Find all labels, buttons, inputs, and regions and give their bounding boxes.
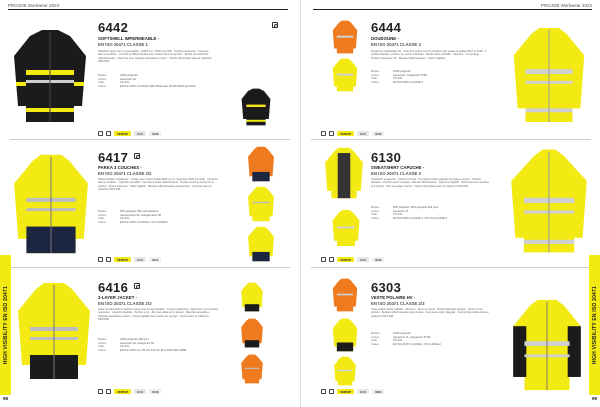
- spec-value: Jaune/noir 19, orange/noir 59: [120, 341, 154, 345]
- product-image-orange: [331, 278, 359, 312]
- spec-key: Coloris: [371, 209, 380, 213]
- header-brand-right: PROJOB Workwear 2023: [540, 3, 592, 8]
- section-tab: [0, 255, 11, 395]
- product-image-orange: [246, 146, 276, 182]
- section-tab: [589, 255, 600, 395]
- spec-value: Jaune/noir 19: [120, 77, 136, 81]
- product-icon-bar: [321, 388, 384, 395]
- iron-icon: [106, 131, 111, 136]
- spec-value: 50% polyester, 50% polyester 300 g/m²: [393, 206, 439, 209]
- spec-key: Classe: [371, 80, 379, 84]
- spec-key: Matière: [98, 210, 107, 213]
- tag-ventap: VENTAP: [337, 131, 354, 136]
- spec-key: Classe: [98, 220, 106, 224]
- iron-icon: [329, 257, 334, 262]
- wash-icon: [98, 389, 103, 394]
- spec-key: Matière: [371, 70, 380, 73]
- tag-code: 6416: [149, 389, 161, 394]
- spec-key: Matière: [98, 338, 107, 341]
- product-title-line-2: EN ISO 20471 CLASSE 2/3: [371, 300, 425, 306]
- tag-code: 6130: [372, 257, 384, 262]
- tag-ventap: VENTAP: [337, 257, 354, 262]
- product-6303: [301, 270, 600, 398]
- product-image-front: [10, 150, 92, 258]
- product-title-line-1: 3-LAYER JACKET -: [98, 295, 137, 300]
- product-title-line-2: EN ISO 20471 CLASSE 3: [371, 170, 421, 176]
- product-description: Veste polaire haute visibilité · 300 g/m² · Doux et chaud · Poches latérales zippées · Poche sur la poitrine · Bandes réfléchissantes segmentées · Fermeture éclair intégrale · Coloris disponibles dans la collection PROJOB.: [371, 308, 489, 318]
- spec-key: Matière: [371, 332, 380, 335]
- tag-ventap: VENTAP: [337, 389, 354, 394]
- product-image-orange: [240, 282, 264, 312]
- spec-key: Coloris: [98, 213, 107, 217]
- spec-key: Classe: [98, 84, 106, 88]
- product-6417: [0, 140, 300, 268]
- product-image-back: [246, 226, 276, 262]
- spec-key: Matière: [98, 74, 107, 77]
- product-description: Softshell coupe-vent / imperméable : 10000 mm / 3000 g/m²/24h · Poches intérieures · Coutures thermo-scellées · Col haut et PEM chaudes avec cordon dans la capuche · Bande de recherche réfléchissantes · Manches avec poignets ajustables à velcro · Coloris disponibles dans la collection PROJOB.: [98, 50, 212, 64]
- product-image-hood: [246, 186, 276, 222]
- product-6416: [0, 270, 300, 398]
- spec-key: Taille: [98, 345, 104, 349]
- product-icon-bar: [98, 388, 161, 395]
- product-specs: [98, 338, 218, 352]
- spec-value: XS–4XL: [120, 345, 130, 349]
- spec-value: EN ISO 20471 CL 2/3, EN 343 2/3, EN 13034 / EN 14058: [120, 348, 187, 352]
- spec-key: Taille: [371, 77, 377, 81]
- product-image-front: [507, 148, 591, 256]
- tag-eco: ECO: [357, 257, 369, 262]
- spec-value: EN ISO 20471 CLASSE 3, XS à XS CLASSE 2: [393, 216, 448, 220]
- spec-value: XS–4XL: [393, 77, 403, 81]
- spec-key: Classe: [371, 342, 379, 346]
- spec-value: XS–4XL: [120, 81, 130, 85]
- product-title: [371, 165, 481, 176]
- tag-eco: ECO: [357, 131, 369, 136]
- product-image-orange-alt: [240, 318, 264, 348]
- product-title-line-2: EN ISO 20471 CLASSE 1: [98, 41, 148, 47]
- spec-value: EN ISO 20471 CLASSE 2, XS CLASSE 2: [120, 220, 168, 224]
- certification-icon: [272, 22, 278, 28]
- product-specs: [98, 74, 216, 88]
- spec-value: 100% polyester: [393, 332, 411, 335]
- spec-value: XS–4XL: [393, 213, 403, 217]
- product-title-line-1: VESTE POLAIRE HV -: [371, 295, 416, 300]
- product-title-line-1: SOFTSHELL IMPERMEABLE -: [98, 36, 160, 41]
- spec-value: XS–4XL: [120, 217, 130, 221]
- spec-value: EN ISO 20471 CLASSE 1 EN 13034 avec 7B PR 00000 g/m²/24h: [120, 84, 196, 88]
- spec-value: Jaune/noir 11, orange/noir 57/58: [393, 335, 431, 339]
- iron-icon: [106, 257, 111, 262]
- wash-icon: [321, 389, 326, 394]
- product-image-yellow: [331, 318, 359, 352]
- wash-icon: [98, 257, 103, 262]
- header-rule: [8, 9, 288, 10]
- product-title: [371, 295, 481, 306]
- right-page: [300, 0, 600, 407]
- iron-icon: [329, 131, 334, 136]
- product-specs: [371, 206, 491, 220]
- section-tab-label: HIGH VISIBILITY EN ISO 20471: [2, 285, 9, 365]
- product-image-front: [10, 26, 90, 126]
- spec-key: Taille: [98, 81, 104, 85]
- spec-value: EN ISO 20471 CLASSE 2, XS CLASSE 2: [393, 342, 441, 346]
- product-number: 6444: [371, 20, 402, 35]
- spec-value: 65% polyester 35% polyuréthane: [120, 210, 159, 213]
- spec-value: Jaune/noir 11: [393, 209, 409, 213]
- product-description: Veste fonctionnelle 3 couches coupe-vent et imperméable · Coutures étanches · Membrane à 2 couches respirante · Capuche réglable · Poches à zip · Zip sous rabat sur le devant · Manches ajustables · Poignets ajustables à velcro · Ourlet réglable avec cordon de serrage · Coloris dans la collection PROJOB.: [98, 308, 218, 322]
- spec-key: Taille: [371, 339, 377, 343]
- product-title-line-1: SWEATSHIRT CAPUCHE -: [371, 165, 425, 170]
- wash-icon: [321, 257, 326, 262]
- tag-ventap: VENTAP: [114, 257, 131, 262]
- page-number: 98: [3, 396, 9, 401]
- product-description: Doudoune matelassée HV · Peut être portée comme doublure des vestes et parkas 6417 et 6418 · 2 poches latérales, poches zip, poche intérieure · Bande haute visibilité · Capuche · Col protégé · Poches intérieures zip · Bandes réfléchissantes · Ourlet réglable.: [371, 50, 487, 60]
- product-title: [98, 295, 208, 306]
- spec-value: XS–4XL: [393, 339, 403, 343]
- tag-eco: ECO: [134, 257, 146, 262]
- spec-value: EN ISO 20471 CLASSE 3: [393, 80, 423, 84]
- spec-key: Classe: [98, 348, 106, 352]
- product-number: 6442: [98, 20, 129, 35]
- product-image-front: [507, 298, 587, 392]
- spec-key: Coloris: [98, 77, 107, 81]
- spec-key: Coloris: [98, 341, 107, 345]
- spec-value: 100% polyester: [120, 74, 138, 77]
- tag-code: 6303: [372, 389, 384, 394]
- product-title: [98, 165, 208, 176]
- iron-icon: [106, 389, 111, 394]
- product-image-back: [331, 356, 359, 386]
- tag-eco: ECO: [134, 131, 146, 136]
- product-title-line-1: DOUDOUNE -: [371, 36, 399, 41]
- tag-code: 6444: [372, 131, 384, 136]
- spec-key: Classe: [371, 216, 379, 220]
- header-rule: [313, 9, 592, 10]
- spec-value: Jaune/marine 30, orange/marine 50: [120, 213, 162, 217]
- product-specs: [98, 210, 218, 224]
- certification-icon: [134, 153, 140, 159]
- product-image-front: [507, 26, 591, 124]
- header-brand-left: PROJOB Workwear 2023: [8, 3, 60, 8]
- spec-value: 100% polyester: [393, 70, 411, 73]
- product-number: 6303: [371, 280, 402, 295]
- product-6444: [301, 12, 600, 140]
- iron-icon: [329, 389, 334, 394]
- spec-key: Taille: [98, 217, 104, 221]
- product-image-back: [240, 354, 264, 384]
- product-number: 6416: [98, 280, 129, 295]
- product-specs: [371, 332, 491, 346]
- product-separator: [311, 267, 591, 268]
- product-specs: [371, 70, 489, 84]
- product-title-line-2: EN ISO 20471 CLASSE 2/3: [98, 300, 152, 306]
- tag-code: 6442: [149, 131, 161, 136]
- product-number: 6130: [371, 150, 402, 165]
- tag-code: 6417: [149, 257, 161, 262]
- product-title-line-2: EN ISO 20471 CLASSE 3: [371, 41, 421, 47]
- product-title-line-2: EN ISO 20471 CLASSE 2/2: [98, 170, 152, 176]
- product-image-orange: [331, 20, 359, 54]
- product-image-open: [323, 146, 365, 200]
- product-icon-bar: [321, 256, 384, 263]
- product-icon-bar: [98, 130, 161, 137]
- spec-key: Matière: [371, 206, 380, 209]
- section-tab-label: HIGH VISIBILITY EN ISO 20471: [591, 285, 598, 365]
- product-description: Sweatshirt à capuche · Intérieur brossé · Fermeture éclair intégrale et protège-menton · Poches latérales · Poches avant ventrales · Bande réfléchissante · Capuche réglable · Bord-côte aux manches et à l'ourlet · Pour un usage intensif · Coloris disponibles dans la collection PROJOB.: [371, 178, 489, 188]
- product-title: [371, 36, 481, 47]
- tag-eco: ECO: [357, 389, 369, 394]
- spec-value: 100% polyester 300 g/m²: [120, 338, 149, 341]
- spec-key: Coloris: [371, 73, 380, 77]
- spec-value: Jaune/noir, orange/noir 57/58: [393, 73, 427, 77]
- product-icon-bar: [98, 256, 161, 263]
- product-image-front: [14, 278, 94, 384]
- product-icon-bar: [321, 130, 384, 137]
- spec-key: Taille: [371, 213, 377, 217]
- product-description: Parka doublée matelassée · Coupe-vent, imperméable 8000 mm et respirante 4000 g/m²/24h · Coutures thermo-scellées · Capuche amovible · Fermeture éclair réfléchissante · Poches avant et poche sur la poitrine · Poche intérieure · Taille réglable · Bandes réfléchissantes segmentées · 2 poches dans la collection PROJOB.: [98, 178, 218, 192]
- product-title-line-1: PARKA 3 COUCHES -: [98, 165, 142, 170]
- product-image-yellow: [331, 58, 359, 92]
- tag-eco: ECO: [134, 389, 146, 394]
- wash-icon: [98, 131, 103, 136]
- page-number: 99: [591, 396, 597, 401]
- product-separator: [10, 267, 290, 268]
- tag-ventap: VENTAP: [114, 131, 131, 136]
- wash-icon: [321, 131, 326, 136]
- product-6130: [301, 140, 600, 268]
- product-number: 6417: [98, 150, 129, 165]
- product-image-back: [331, 204, 361, 252]
- product-image-back: [240, 84, 272, 130]
- product-title: [98, 36, 208, 47]
- certification-icon: [134, 283, 140, 289]
- tag-ventap: VENTAP: [114, 389, 131, 394]
- product-6442: [0, 12, 300, 140]
- spec-key: Coloris: [371, 335, 380, 339]
